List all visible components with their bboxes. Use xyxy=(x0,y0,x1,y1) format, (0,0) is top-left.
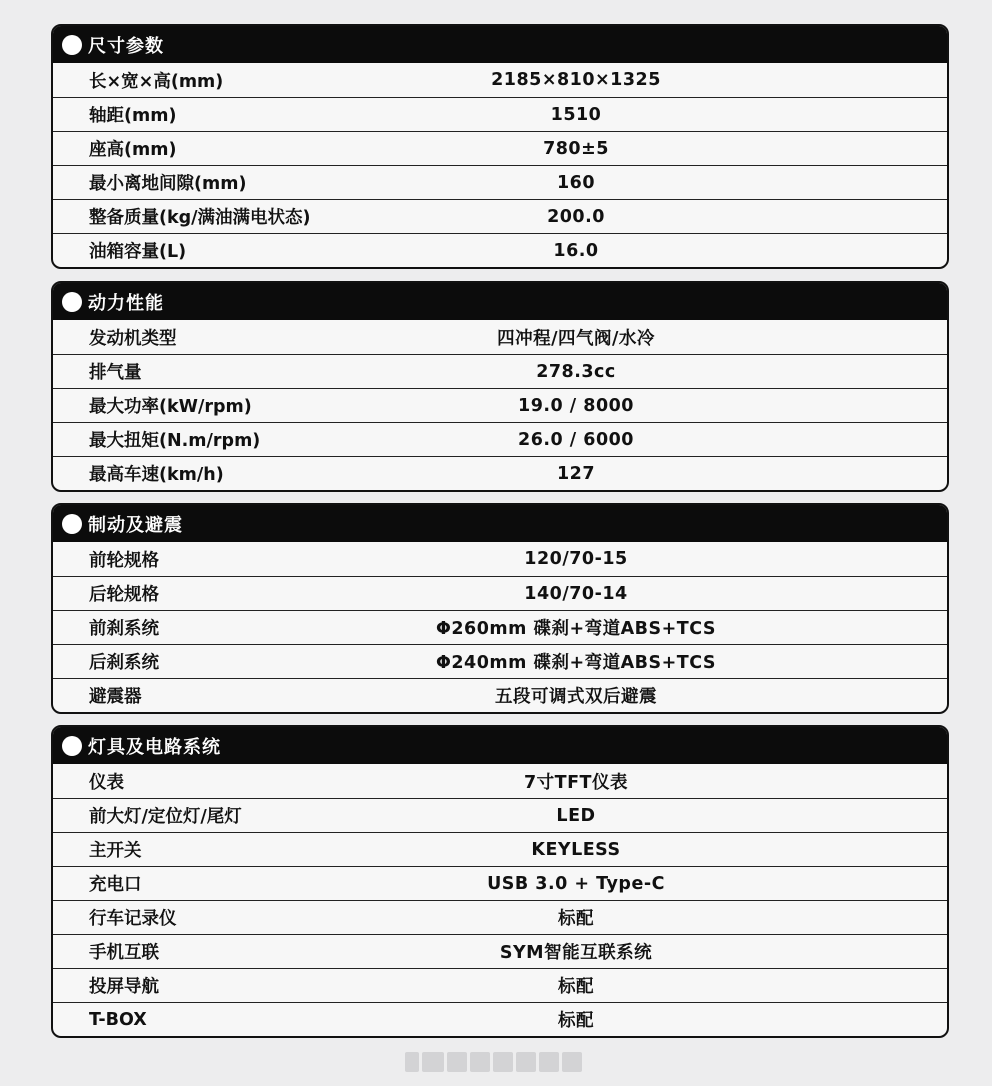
watermark-block xyxy=(516,1052,536,1072)
spec-value: 127 xyxy=(556,463,596,484)
spec-table xyxy=(53,63,947,267)
spec-label: 手机互联 xyxy=(89,943,159,963)
watermark xyxy=(405,1049,592,1075)
section-title: 尺寸参数 xyxy=(88,35,164,57)
spec-label: 前轮规格 xyxy=(89,550,159,571)
spec-value: 120/70-15 xyxy=(524,549,628,569)
watermark-block xyxy=(447,1052,467,1072)
table-row xyxy=(53,456,947,490)
spec-label: 发动机类型 xyxy=(89,328,177,349)
watermark-block xyxy=(493,1052,513,1072)
spec-value: 7寸TFT仪表 xyxy=(523,772,628,793)
section-brakes-suspension xyxy=(51,503,949,714)
table-row xyxy=(53,1002,947,1036)
spec-label: 最大功率(kW/rpm) xyxy=(89,397,252,417)
section-dimensions xyxy=(51,24,949,269)
spec-value: 278.3cc xyxy=(536,361,616,382)
table-row xyxy=(53,542,947,576)
table-row xyxy=(53,644,947,678)
spec-label: 后轮规格 xyxy=(89,585,159,605)
spec-value: 16.0 xyxy=(553,240,599,261)
table-row xyxy=(53,866,947,900)
spec-label: 最高车速(km/h) xyxy=(89,465,224,485)
spec-label: 油箱容量(L) xyxy=(89,242,187,262)
table-row xyxy=(53,63,947,97)
spec-label: 主开关 xyxy=(89,841,142,861)
section-title: 灯具及电路系统 xyxy=(88,736,221,758)
spec-table xyxy=(53,764,947,1036)
spec-label: 充电口 xyxy=(89,875,142,895)
spec-value: 26.0 / 6000 xyxy=(518,429,634,450)
spec-value: 标配 xyxy=(558,977,594,997)
section-header xyxy=(53,727,947,764)
spec-value: KEYLESS xyxy=(531,839,621,860)
spec-label: 仪表 xyxy=(89,772,124,793)
spec-label: 避震器 xyxy=(89,687,142,707)
spec-value: 200.0 xyxy=(547,206,605,227)
table-row xyxy=(53,900,947,934)
spec-value: LED xyxy=(556,805,596,826)
watermark-block xyxy=(422,1052,444,1072)
spec-value: 19.0 / 8000 xyxy=(518,395,634,416)
table-row xyxy=(53,165,947,199)
table-row xyxy=(53,678,947,712)
spec-value: Φ240mm 碟刹+弯道ABS+TCS xyxy=(436,653,716,673)
spec-value: 四冲程/四气阀/水冷 xyxy=(497,328,655,349)
table-row xyxy=(53,832,947,866)
table-row xyxy=(53,233,947,267)
table-row xyxy=(53,199,947,233)
spec-value: 标配 xyxy=(558,1011,594,1031)
section-title: 制动及避震 xyxy=(88,514,183,536)
spec-table xyxy=(53,542,947,712)
spec-label: 行车记录仪 xyxy=(89,909,177,929)
table-row xyxy=(53,934,947,968)
section-lighting-electrical xyxy=(51,725,949,1038)
spec-label: T-BOX xyxy=(89,1009,147,1030)
table-row xyxy=(53,576,947,610)
spec-label: 后刹系统 xyxy=(89,653,159,673)
table-row xyxy=(53,798,947,832)
spec-value: 五段可调式双后避震 xyxy=(495,687,657,707)
spec-label: 前大灯/定位灯/尾灯 xyxy=(89,807,242,827)
watermark-block xyxy=(470,1052,490,1072)
section-power xyxy=(51,281,949,492)
table-row xyxy=(53,968,947,1002)
table-row xyxy=(53,97,947,131)
section-title: 动力性能 xyxy=(88,292,164,314)
spec-label: 整备质量(kg/满油满电状态) xyxy=(89,208,311,228)
spec-value: 160 xyxy=(556,172,596,193)
spec-value: SYM智能互联系统 xyxy=(499,943,653,963)
spec-value: 标配 xyxy=(558,909,594,929)
table-row xyxy=(53,131,947,165)
spec-table xyxy=(53,320,947,490)
table-row xyxy=(53,422,947,456)
watermark-block xyxy=(562,1052,582,1072)
bullet-dot-icon xyxy=(62,292,82,312)
spec-value: 140/70-14 xyxy=(524,583,628,604)
table-row xyxy=(53,610,947,644)
spec-label: 座高(mm) xyxy=(89,140,177,160)
spec-value: 1510 xyxy=(550,104,602,125)
section-header xyxy=(53,505,947,542)
table-row xyxy=(53,388,947,422)
spec-value: USB 3.0 + Type-C xyxy=(487,873,665,894)
section-header xyxy=(53,26,947,63)
bullet-dot-icon xyxy=(62,35,82,55)
spec-label: 投屏导航 xyxy=(89,977,159,997)
section-header xyxy=(53,283,947,320)
spec-label: 轴距(mm) xyxy=(89,106,177,126)
spec-label: 最小离地间隙(mm) xyxy=(89,174,247,194)
spec-value: 780±5 xyxy=(543,138,609,159)
spec-label: 长×宽×高(mm) xyxy=(89,71,224,92)
watermark-block xyxy=(405,1052,419,1072)
spec-label: 前刹系统 xyxy=(89,619,159,639)
spec-value: 2185×810×1325 xyxy=(491,70,661,90)
watermark-block xyxy=(539,1052,559,1072)
table-row xyxy=(53,320,947,354)
bullet-dot-icon xyxy=(62,736,82,756)
spec-label: 排气量 xyxy=(89,363,142,383)
spec-label: 最大扭矩(N.m/rpm) xyxy=(89,431,261,451)
table-row xyxy=(53,354,947,388)
table-row xyxy=(53,764,947,798)
bullet-dot-icon xyxy=(62,514,82,534)
spec-value: Φ260mm 碟刹+弯道ABS+TCS xyxy=(436,619,716,639)
